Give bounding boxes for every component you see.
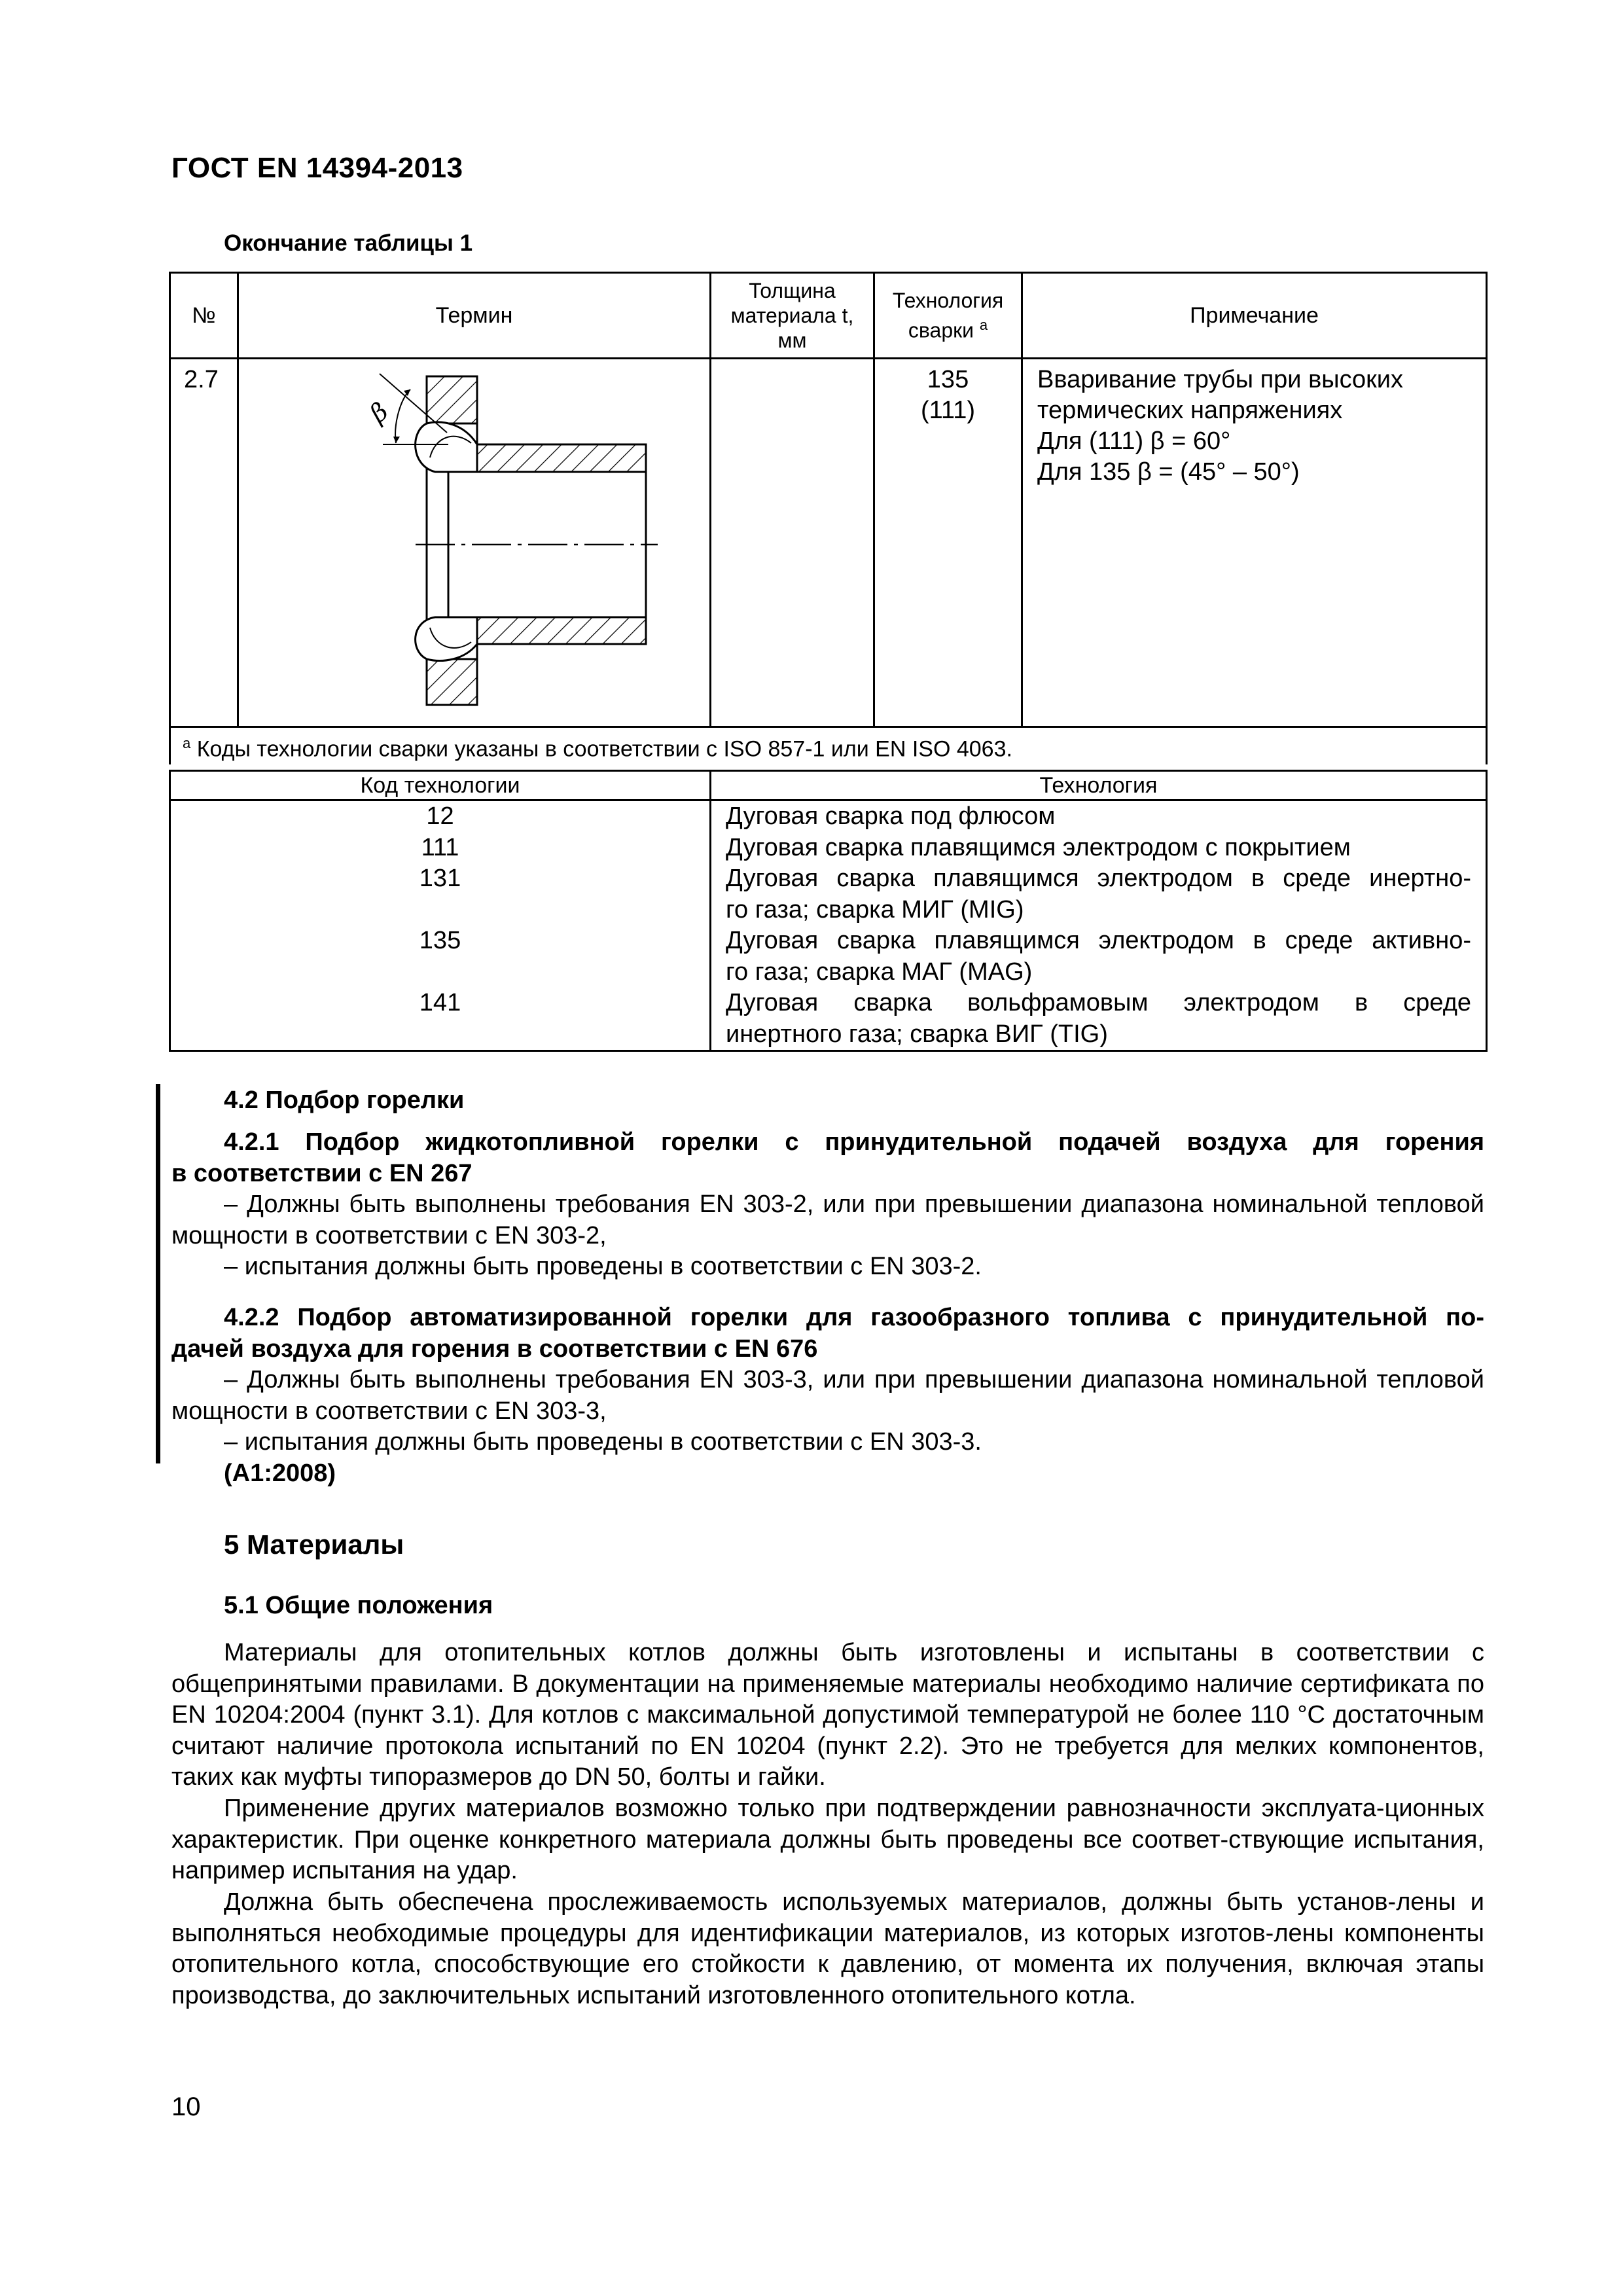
col-header-note: Примечание [1022, 273, 1487, 359]
tech-code-2: (111) [920, 397, 976, 424]
page-number: 10 [171, 2092, 201, 2121]
header-code: Код технологии [170, 771, 711, 800]
col-header-thickness [711, 273, 874, 359]
table-footnote: $^a$ Коды технологии сварки указаны в соответствии с ISO 857-1 или EN ISO 4063. [170, 727, 1487, 765]
desc-line: Дуговая сварка плавящимся электродом с покрытием [726, 833, 1351, 861]
note-line-3: Для (111) β = 60° [1037, 427, 1231, 455]
col-header-technology [874, 273, 1022, 359]
section-4-2-1-heading: 4.2.1 Подбор жидкотопливной горелки с принудительной подачей воздуха для горения в соответствии с EN 267 [171, 1128, 1484, 1187]
code-item: 131 [419, 865, 461, 892]
desc-line: Дуговая сварка вольфрамовым электродом в среде [726, 989, 1471, 1016]
row-num: 2.7 [170, 359, 238, 727]
code-item: 12 [426, 802, 454, 830]
technology-line-2: сварки $^a$ [908, 317, 988, 342]
weld-bead-upper [416, 422, 477, 472]
note-line-1: Вваривание трубы при высоких [1037, 366, 1403, 393]
section-4-2-2-heading: 4.2.2 Подбор автоматизированной горелки для газообразного топлива с принудительной по- дачей воздуха для горения в соответствии с EN 676 [171, 1304, 1484, 1363]
section-5-1-paragraph-2: Применение других материалов возможно только при подтверждении равнозначности эксплуата-ционных характеристик. При оценке конкретного материала должны быть проведены все соответ-ствующие испытания, например испытания на удар. [171, 1795, 1484, 1884]
footnote-row [170, 727, 1487, 765]
code-spacer [171, 957, 709, 988]
section-4-2-2-item-2: – испытания должны быть проведены в соответствии с EN 303-3. [224, 1428, 982, 1456]
amendment-label: (А1:2008) [224, 1460, 336, 1487]
change-bar [156, 1084, 160, 1463]
document-title: ГОСТ EN 14394-2013 [171, 152, 463, 184]
codes-body-row [170, 800, 1487, 1051]
section-5-1-paragraph-3: Должна быть обеспечена прослеживаемость используемых материалов, должны быть установ-лены и выполняться необходимые процедуры для идентификации материалов, из которых изготов-лены компоненты отопительного котла, способствующие его стойкости к давлению, от момента их получения, включая этапы производства, до заключительных испытаний изготовленного отопительного котла. [171, 1888, 1484, 2009]
codes-column [170, 800, 711, 1051]
note-line-2: термических напряжениях [1037, 397, 1343, 424]
code-spacer [171, 895, 709, 926]
desc-line: го газа; сварка МАГ (MAG) [726, 958, 1033, 986]
row-thickness [711, 359, 874, 727]
thickness-line-2: материала t, [730, 304, 854, 327]
weld-bead-lower [416, 617, 477, 660]
thickness-line-1: Толщина [749, 279, 836, 302]
code-spacer [171, 1019, 709, 1050]
table-1 [169, 272, 1488, 764]
descriptions-column [711, 800, 1487, 1051]
desc-line: го газа; сварка МИГ (MIG) [726, 895, 1024, 924]
table-header-row [170, 273, 1487, 359]
table-row [170, 359, 1487, 727]
table-caption: Окончание таблицы 1 [224, 230, 473, 256]
code-item: 135 [419, 927, 461, 954]
tech-code-1: 135 [927, 366, 969, 393]
section-4-2-heading: 4.2 Подбор горелки [224, 1086, 465, 1114]
codes-header-row [170, 771, 1487, 800]
section-5-heading: 5 Материалы [224, 1529, 404, 1560]
desc-line: Дуговая сварка плавящимся электродом в среде активно- [726, 927, 1471, 954]
beta-label: β [364, 397, 394, 428]
row-note [1022, 359, 1487, 727]
desc-line: инертного газа; сварка ВИГ (TIG) [726, 1020, 1108, 1048]
technology-codes-table [169, 770, 1488, 1052]
desc-line: Дуговая сварка плавящимся электродом в среде инертно- [726, 865, 1471, 892]
col-header-num: № [170, 273, 238, 359]
header-technology: Технология [711, 771, 1487, 800]
section-4-2-1-item-1: – Должны быть выполнены требования EN 303-2, или при превышении диапазона номинальной тепловой мощности в соответствии с EN 303-2, [171, 1191, 1484, 1249]
section-5-1-heading: 5.1 Общие положения [224, 1592, 493, 1619]
section-4-2-2-item-1: – Должны быть выполнены требования EN 303-3, или при превышении диапазона номинальной тепловой мощности в соответствии с EN 303-3, [171, 1366, 1484, 1425]
thickness-line-3: мм [777, 329, 807, 352]
plate-lower [427, 659, 477, 705]
code-item: 111 [421, 833, 459, 861]
desc-line: Дуговая сварка под флюсом [726, 802, 1056, 830]
section-4-2-1-item-2: – испытания должны быть проведены в соответствии с EN 303-2. [224, 1253, 982, 1280]
row-tech-codes [874, 359, 1022, 727]
col-header-term: Термин [238, 273, 711, 359]
plate-upper [427, 376, 477, 423]
section-5-1-paragraph-1: Материалы для отопительных котлов должны быть изготовлены и испытаны в соответствии с общепринятыми правилами. В документации на применяемые материалы необходимо наличие сертификата по EN 10204:2004 (пункт 3.1). Для котлов с максимальной допустимой температурой не более 110 °С достаточным считают наличие протокола испытаний по EN 10204 (пункт 2.2). Это не требуется для мелких компонентов, таких как муфты типоразмеров до DN 50, болты и гайки. [171, 1639, 1484, 1791]
note-line-4: Для 135 β = (45° – 50°) [1037, 458, 1300, 486]
weld-figure-cell [238, 359, 711, 727]
pipe-weld-drawing [239, 359, 711, 726]
technology-line-1: Технология [892, 289, 1004, 313]
code-item: 141 [419, 989, 461, 1016]
